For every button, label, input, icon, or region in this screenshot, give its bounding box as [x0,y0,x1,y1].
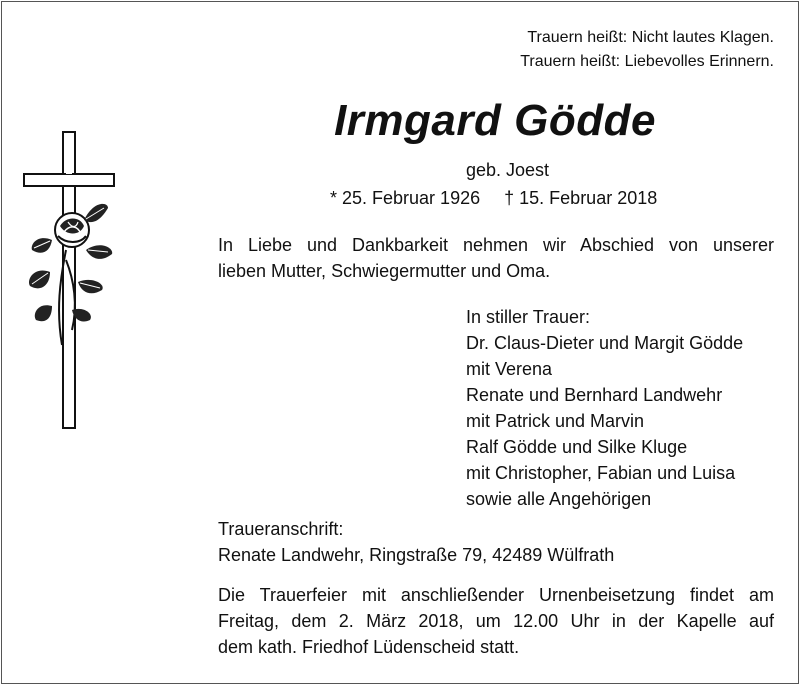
death-date: † 15. Februar 2018 [504,188,658,208]
cross-with-rose-icon [22,130,122,430]
address-heading: Traueranschrift: [218,519,344,539]
birth-name: geb. Joest [466,160,550,180]
mourners-heading: In stiller Trauer: [466,307,591,327]
mourner-line: sowie alle Angehörigen [466,489,652,509]
address-line: Renate Landwehr, Ringstraße 79, 42489 Wülfrath [218,545,615,565]
mourner-line: mit Verena [466,359,553,379]
mourner-line: mit Patrick und Marvin [466,411,645,431]
service-line-3: dem kath. Friedhof Lüdenscheid statt. [218,637,520,657]
mourner-line: mit Christopher, Fabian und Luisa [466,463,736,483]
birth-date: * 25. Februar 1926 [330,188,481,208]
mourners-list [466,304,743,512]
life-dates [330,188,657,209]
mourner-line: Dr. Claus-Dieter und Margit Gödde [466,333,744,353]
mourner-line: Renate und Bernhard Landwehr [466,385,723,405]
deceased-name: Irmgard Gödde [334,96,656,145]
intro-line-1: In Liebe und Dankbarkeit nehmen wir Abschied von unserer [218,235,774,255]
service-line-2: Freitag, dem 2. März 2018, um 12.00 Uhr in der Kapelle auf [218,611,774,631]
motto-line-2: Trauern heißt: Liebevolles Erinnern. [520,53,774,70]
intro-line-2: lieben Mutter, Schwiegermutter und Oma. [218,261,551,281]
intro-paragraph [218,232,774,284]
service-line-1: Die Trauerfeier mit anschließender Urnenbeisetzung findet am [218,585,774,605]
mourner-line: Ralf Gödde und Silke Kluge [466,437,688,457]
motto-line-1: Trauern heißt: Nicht lautes Klagen. [527,29,774,46]
service-paragraph [218,582,774,660]
